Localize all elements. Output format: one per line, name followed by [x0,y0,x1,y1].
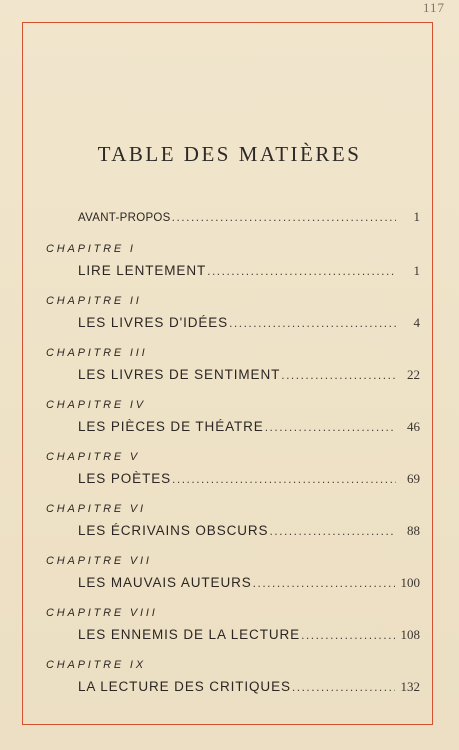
dot-leader [207,264,396,278]
chapter-heading: CHAPITRE VI [46,503,146,515]
toc-page-number: 46 [407,419,420,434]
toc-entry-avant-propos[interactable] [78,209,420,227]
toc-entry-title: LES LIVRES D'IDÉES [78,315,229,330]
dot-leader [172,472,396,486]
toc-entry-chapter-6[interactable] [78,523,420,541]
toc-entry-chapter-1[interactable] [78,263,420,281]
dot-leader [265,420,396,434]
toc-entry-chapter-5[interactable] [78,471,420,489]
page-corner-mark: 117 [422,0,445,15]
chapter-heading: CHAPITRE IV [46,399,146,411]
chapter-heading: CHAPITRE IX [46,659,146,671]
toc-page-number: 108 [400,627,420,642]
toc-entry-title: LES LIVRES DE SENTIMENT [78,367,281,382]
toc-page-number: 88 [407,523,420,538]
toc-entry-title: LIRE LENTEMENT [78,263,207,278]
toc-entry-title: LES ÉCRIVAINS OBSCURS [78,523,269,538]
chapter-heading: CHAPITRE V [46,451,141,463]
dot-leader [172,210,396,224]
toc-entry-chapter-2[interactable] [78,315,420,333]
toc-entry-chapter-3[interactable] [78,367,420,385]
toc-page-number: 132 [400,679,420,694]
toc-entry-title: AVANT-PROPOS [78,212,171,224]
chapter-heading: CHAPITRE VIII [46,607,158,619]
toc-entry-chapter-8[interactable] [78,627,420,645]
dot-leader [253,576,395,590]
chapter-heading: CHAPITRE III [46,347,148,359]
toc-entry-title: LES PIÈCES DE THÉATRE [78,419,264,434]
dot-leader [269,524,396,538]
page-title: TABLE DES MATIÈRES [97,142,362,166]
toc-page-number: 4 [413,315,420,330]
toc-entry-title: LES MAUVAIS AUTEURS [78,575,252,590]
toc-entry-chapter-7[interactable] [78,575,420,593]
toc-page-number: 100 [400,575,420,590]
dot-leader [229,316,396,330]
toc-page-number: 1 [413,209,420,224]
toc-page-number: 69 [407,471,420,486]
toc-entry-title: LES POÈTES [78,471,172,486]
dot-leader [292,680,395,694]
toc-entry-chapter-9[interactable] [78,679,420,697]
chapter-heading: CHAPITRE I [46,243,136,255]
chapter-heading: CHAPITRE II [46,295,142,307]
toc-entry-title: LES ENNEMIS DE LA LECTURE [78,627,301,642]
dot-leader [301,628,394,642]
toc-entry-title: LA LECTURE DES CRITIQUES [78,679,291,694]
chapter-heading: CHAPITRE VII [46,555,152,567]
toc-page-number: 22 [407,367,420,382]
toc-entry-chapter-4[interactable] [78,419,420,437]
toc-page-number: 1 [413,263,420,278]
dot-leader [281,368,396,382]
